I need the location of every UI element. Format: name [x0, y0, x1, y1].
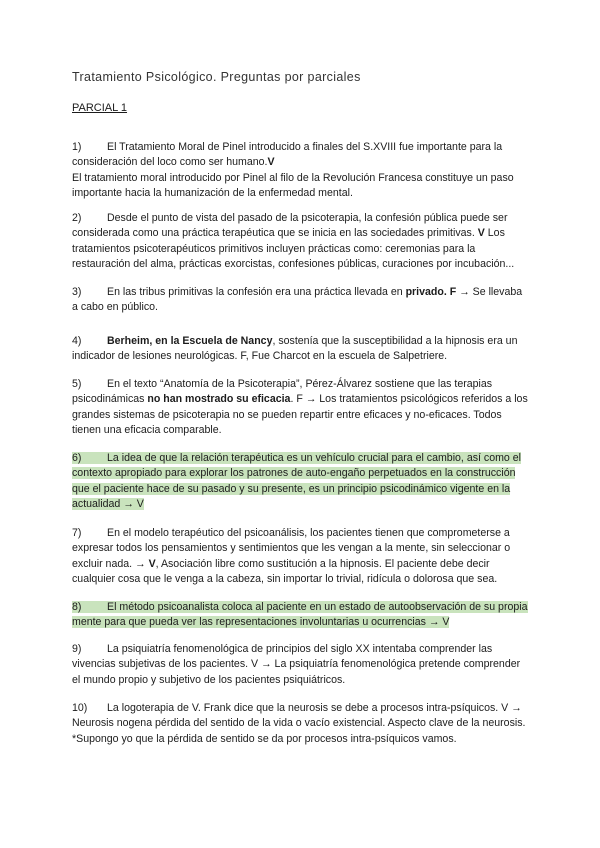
answer: V — [148, 557, 156, 570]
question-10 — [72, 701, 530, 747]
highlighted-question — [72, 601, 528, 628]
question-number: 7) — [72, 527, 82, 539]
question-number: 4) — [72, 335, 82, 347]
question-text: El Tratamiento Moral de Pinel introducido a finales del S.XVIII fue importante para la consideración del loco como ser humano. — [72, 141, 503, 169]
question-number: 8) — [72, 601, 82, 613]
question-text: La psiquiatría fenomenológica de principios del siglo XX intentaba comprender las vivencias subjetivas de los pacientes. V → La psiquiatría fenomenológica pretende comprender el mundo propio y subjetivo de los pacientes psiquiátricos. — [72, 643, 521, 686]
question-number: 3) — [72, 286, 82, 298]
question-text: El método psicoanalista coloca al paciente en un estado de autoobservación de su propia mente para que pueda ver las representaciones involuntarias u ocurrencias → V — [72, 601, 528, 629]
question-3 — [72, 285, 530, 316]
answer: privado. F — [405, 286, 457, 298]
question-text: La idea de que la relación terapéutica es un vehículo crucial para el cambio, así como el contexto apropiado para explorar los patrones de auto-engaño perpetuados en la construcción que el paciente hace de su pasado y su presente, es un principio psicodinámico vigente en la actualidad → V — [72, 452, 521, 510]
question-number: 6) — [72, 452, 82, 464]
highlighted-question — [72, 452, 521, 510]
answer: V — [477, 227, 485, 240]
question-5 — [72, 377, 530, 438]
answer: V — [267, 156, 275, 169]
question-6 — [72, 451, 530, 512]
document-title: Tratamiento Psicológico. Preguntas por parciales — [72, 70, 361, 84]
question-text: Desde el punto de vista del pasado de la psicoterapia, la confesión pública puede ser considerada como una práctica terapéutica que se inicia en las sociedades primitivas. — [72, 212, 508, 240]
explanation: , Asociación libre como sustitución a la hipnosis. El paciente debe decir cualquier cosa que le venga a la cabeza, sin importar lo trivial, ridícula o dolorosa que sea. — [72, 557, 498, 585]
note: *Supongo yo que la pérdida de sentido se da por procesos intra-psíquicos vamos. — [72, 732, 457, 745]
question-text: La logoterapia de V. Frank dice que la neurosis se debe a procesos intra-psíquicos. V → Neurosis nogena pérdida del sentido de la vida o vacío existencial. Aspecto clave de la neurosis. — [72, 702, 526, 730]
question-number: 2) — [72, 212, 82, 224]
explanation: El tratamiento moral introducido por Pinel al filo de la Revolución Francesa constituye un paso importante hacia la humanización de la enfermedad mental. — [72, 171, 514, 199]
question-number: 9) — [72, 643, 82, 655]
section-heading: PARCIAL 1 — [72, 102, 128, 114]
question-9 — [72, 642, 530, 688]
question-4 — [72, 334, 530, 365]
question-number: 1) — [72, 141, 82, 153]
question-text: En las tribus primitivas la confesión era una práctica llevada en — [107, 286, 403, 298]
explanation: . F → Los tratamientos psicológicos referidos a los grandes sistemas de psicoterapia no se pueden repartir entre eficaces y no-eficaces. Todos tienen una eficacia comparable. — [72, 393, 528, 436]
explanation: , sostenía que la susceptibilidad a la hipnosis era un indicador de lesiones neurológicas. F, Fue Charcot en la escuela de Salpetriere. — [72, 335, 518, 363]
question-2 — [72, 211, 530, 272]
question-text: En el modelo terapéutico del psicoanálisis, los pacientes tienen que comprometerse a expresar todos los pensamientos y sentimientos que les vengan a la mente, sin seleccionar o excluir nada. → — [72, 527, 511, 570]
question-8 — [72, 600, 530, 631]
question-number: 10) — [72, 702, 88, 714]
question-1 — [72, 140, 530, 201]
question-text: En el texto “Anatomía de la Psicoterapia”, Pérez-Álvarez sostiene que las terapias psicodinámicas — [72, 378, 493, 406]
explanation: → Se llevaba a cabo en público. — [72, 286, 523, 314]
answer: Berheim, en la Escuela de Nancy — [107, 335, 273, 347]
answer: no han mostrado su eficacia — [147, 393, 291, 406]
question-7 — [72, 526, 530, 587]
question-number: 5) — [72, 378, 82, 390]
explanation: Los tratamientos psicoterapéuticos primitivos incluyen prácticas como: ceremonias para la restauración del alma, prácticas exorcistas, confesiones públicas, curaciones por incubación... — [72, 227, 515, 270]
